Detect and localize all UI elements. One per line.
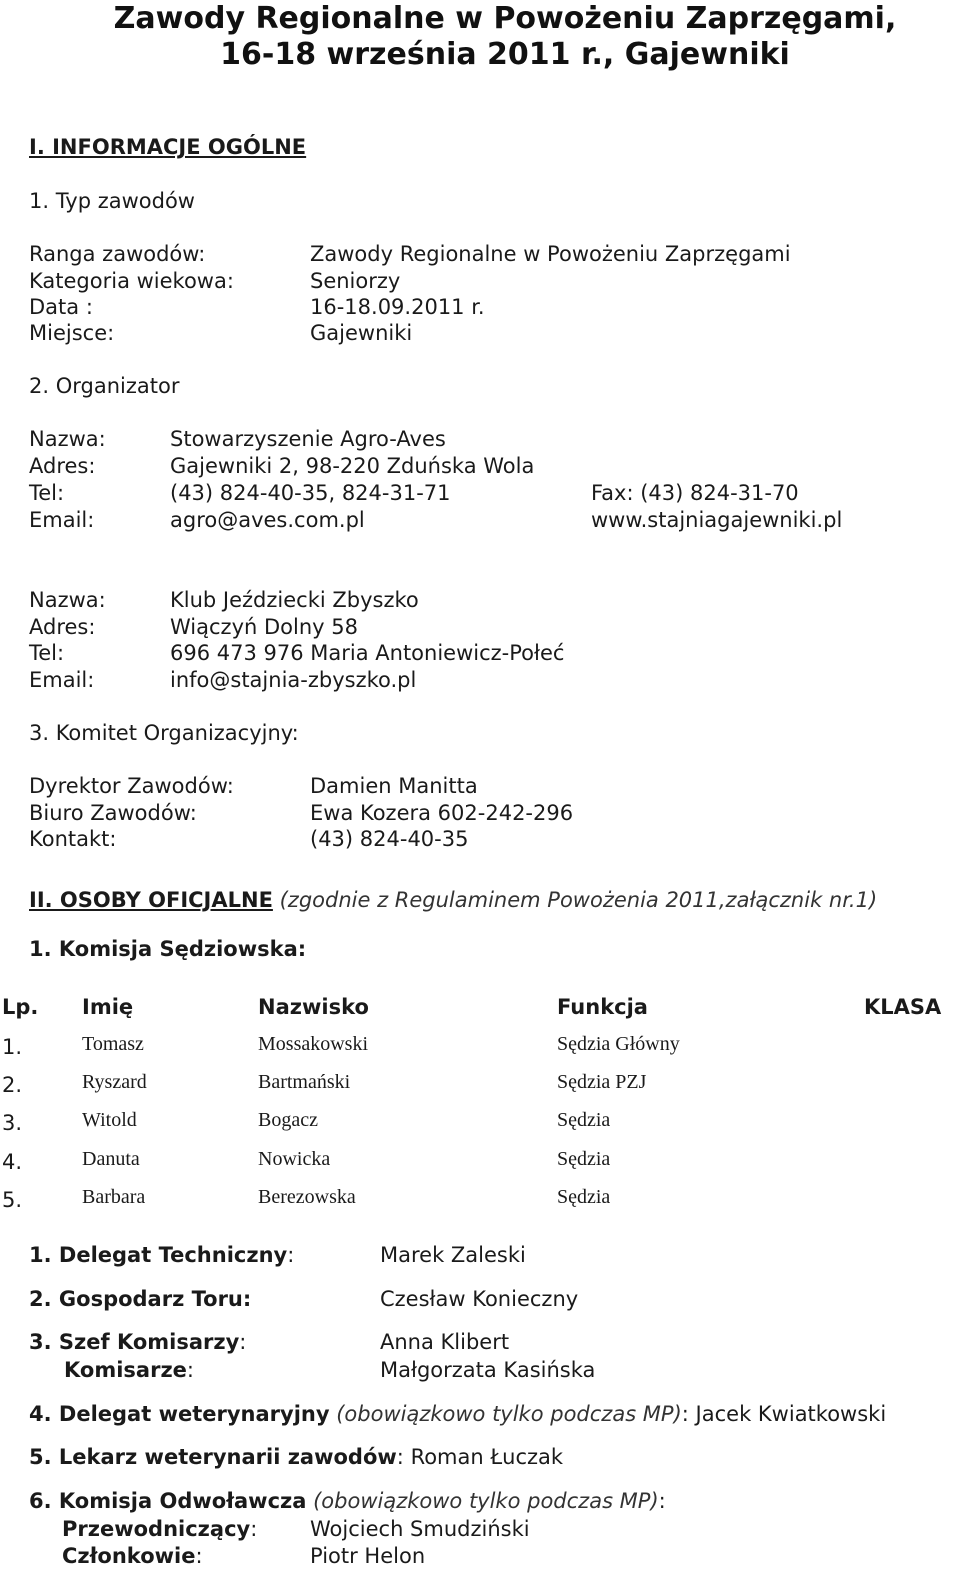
delegat-techniczny-label: 1. Delegat Techniczny:: [29, 1243, 295, 1267]
kontakt-label: Kontakt:: [29, 827, 117, 851]
table-row-funkcja: Sędzia Główny: [557, 1033, 680, 1055]
document-title-line2: 16-18 września 2011 r., Gajewniki: [220, 37, 790, 72]
sub3-heading: 3. Komitet Organizacyjny:: [29, 721, 299, 745]
ranga-value: Zawody Regionalne w Powożeniu Zaprzęgami: [310, 242, 791, 266]
szef-komisarzy-label: 3. Szef Komisarzy:: [29, 1330, 247, 1354]
szef-komisarzy-value: Anna Klibert: [380, 1330, 510, 1354]
org2-nazwa-label: Nazwa:: [29, 588, 106, 612]
sub2-heading: 2. Organizator: [29, 374, 180, 398]
table-row-lp: 4.: [2, 1150, 23, 1174]
org1-tel-value: (43) 824-40-35, 824-31-71: [170, 481, 451, 505]
table-row-imie: Tomasz: [82, 1033, 144, 1055]
przewodniczacy-value: Wojciech Smudziński: [310, 1517, 530, 1541]
komisarze-value: Małgorzata Kasińska: [380, 1358, 596, 1382]
gospodarz-toru-label: 2. Gospodarz Toru:: [29, 1287, 252, 1311]
org2-tel-value: 696 473 976 Maria Antoniewicz-Połeć: [170, 641, 565, 665]
org1-nazwa-label: Nazwa:: [29, 427, 106, 451]
org1-fax-value: Fax: (43) 824-31-70: [591, 481, 799, 505]
org1-email-label: Email:: [29, 508, 95, 532]
kontakt-value: (43) 824-40-35: [310, 827, 469, 851]
komisja-sedziowska-heading: 1. Komisja Sędziowska:: [29, 937, 307, 961]
org2-email-link[interactable]: info@stajnia-zbyszko.pl: [170, 668, 417, 692]
czlonkowie-label: Członkowie:: [62, 1544, 203, 1568]
table-row-funkcja: Sędzia: [557, 1109, 611, 1131]
delegat-weterynaryjny-line: 4. Delegat weterynaryjny (obowiązkowo tylko podczas MP): Jacek Kwiatkowski: [29, 1402, 887, 1426]
delegat-techniczny-value: Marek Zaleski: [380, 1243, 526, 1267]
table-row-funkcja: Sędzia PZJ: [557, 1071, 647, 1093]
kategoria-label: Kategoria wiekowa:: [29, 269, 234, 293]
org1-nazwa-value: Stowarzyszenie Agro-Aves: [170, 427, 446, 451]
table-row-imie: Witold: [82, 1109, 137, 1131]
section2-heading-line: [29, 887, 877, 914]
org1-adres-value: Gajewniki 2, 98-220 Zduńska Wola: [170, 454, 535, 478]
table-header-nazwisko: Nazwisko: [258, 995, 369, 1019]
table-row-nazwisko: Bartmański: [258, 1071, 351, 1093]
sub1-heading: 1. Typ zawodów: [29, 189, 195, 213]
table-row-nazwisko: Mossakowski: [258, 1033, 369, 1055]
table-header-funkcja: Funkcja: [557, 995, 648, 1019]
data-value: 16-18.09.2011 r.: [310, 295, 485, 319]
gospodarz-toru-value: Czesław Konieczny: [380, 1287, 579, 1311]
biuro-label: Biuro Zawodów:: [29, 801, 197, 825]
table-row-nazwisko: Berezowska: [258, 1186, 356, 1208]
table-row-nazwisko: Bogacz: [258, 1109, 318, 1131]
document-title-line1: Zawody Regionalne w Powożeniu Zaprzęgami,: [113, 1, 897, 36]
table-header-lp: Lp.: [2, 995, 39, 1019]
biuro-value: Ewa Kozera 602-242-296: [310, 801, 574, 825]
dyrektor-label: Dyrektor Zawodów:: [29, 774, 234, 798]
table-row-funkcja: Sędzia: [557, 1186, 611, 1208]
komisarze-label: Komisarze:: [64, 1358, 194, 1382]
table-row-imie: Barbara: [82, 1186, 146, 1208]
table-row-lp: 3.: [2, 1111, 23, 1135]
org1-adres-label: Adres:: [29, 454, 96, 478]
org1-website-link[interactable]: www.stajniagajewniki.pl: [591, 508, 843, 532]
table-header-klasa: KLASA: [864, 995, 942, 1019]
org2-adres-value: Wiączyń Dolny 58: [170, 615, 358, 639]
miejsce-value: Gajewniki: [310, 321, 413, 345]
komisja-odwolawcza-line: 6. Komisja Odwoławcza (obowiązkowo tylko podczas MP):: [29, 1489, 666, 1513]
table-row-funkcja: Sędzia: [557, 1148, 611, 1170]
table-header-imie: Imię: [82, 995, 134, 1019]
section2-note: (zgodnie z Regulaminem Powożenia 2011,załącznik nr.1): [279, 888, 878, 912]
table-row-imie: Danuta: [82, 1148, 140, 1170]
section1-heading: I. INFORMACJE OGÓLNE: [29, 135, 307, 159]
table-row-imie: Ryszard: [82, 1071, 147, 1093]
lekarz-weterynarii-line: 5. Lekarz weterynarii zawodów: Roman Łuczak: [29, 1445, 564, 1469]
ranga-label: Ranga zawodów:: [29, 242, 206, 266]
org2-nazwa-value: Klub Jeździecki Zbyszko: [170, 588, 419, 612]
org1-email-link[interactable]: agro@aves.com.pl: [170, 508, 365, 532]
miejsce-label: Miejsce:: [29, 321, 115, 345]
dyrektor-value: Damien Manitta: [310, 774, 478, 798]
table-row-nazwisko: Nowicka: [258, 1148, 331, 1170]
org1-tel-label: Tel:: [29, 481, 65, 505]
kategoria-value: Seniorzy: [310, 269, 401, 293]
section2-heading: II. OSOBY OFICJALNE: [29, 888, 273, 912]
table-row-lp: 2.: [2, 1073, 23, 1097]
org2-adres-label: Adres:: [29, 615, 96, 639]
table-row-lp: 1.: [2, 1035, 23, 1059]
czlonkowie-value: Piotr Helon: [310, 1544, 426, 1568]
data-label: Data :: [29, 295, 93, 319]
table-row-lp: 5.: [2, 1188, 23, 1212]
przewodniczacy-label: Przewodniczący:: [62, 1517, 258, 1541]
org2-tel-label: Tel:: [29, 641, 65, 665]
org2-email-label: Email:: [29, 668, 95, 692]
